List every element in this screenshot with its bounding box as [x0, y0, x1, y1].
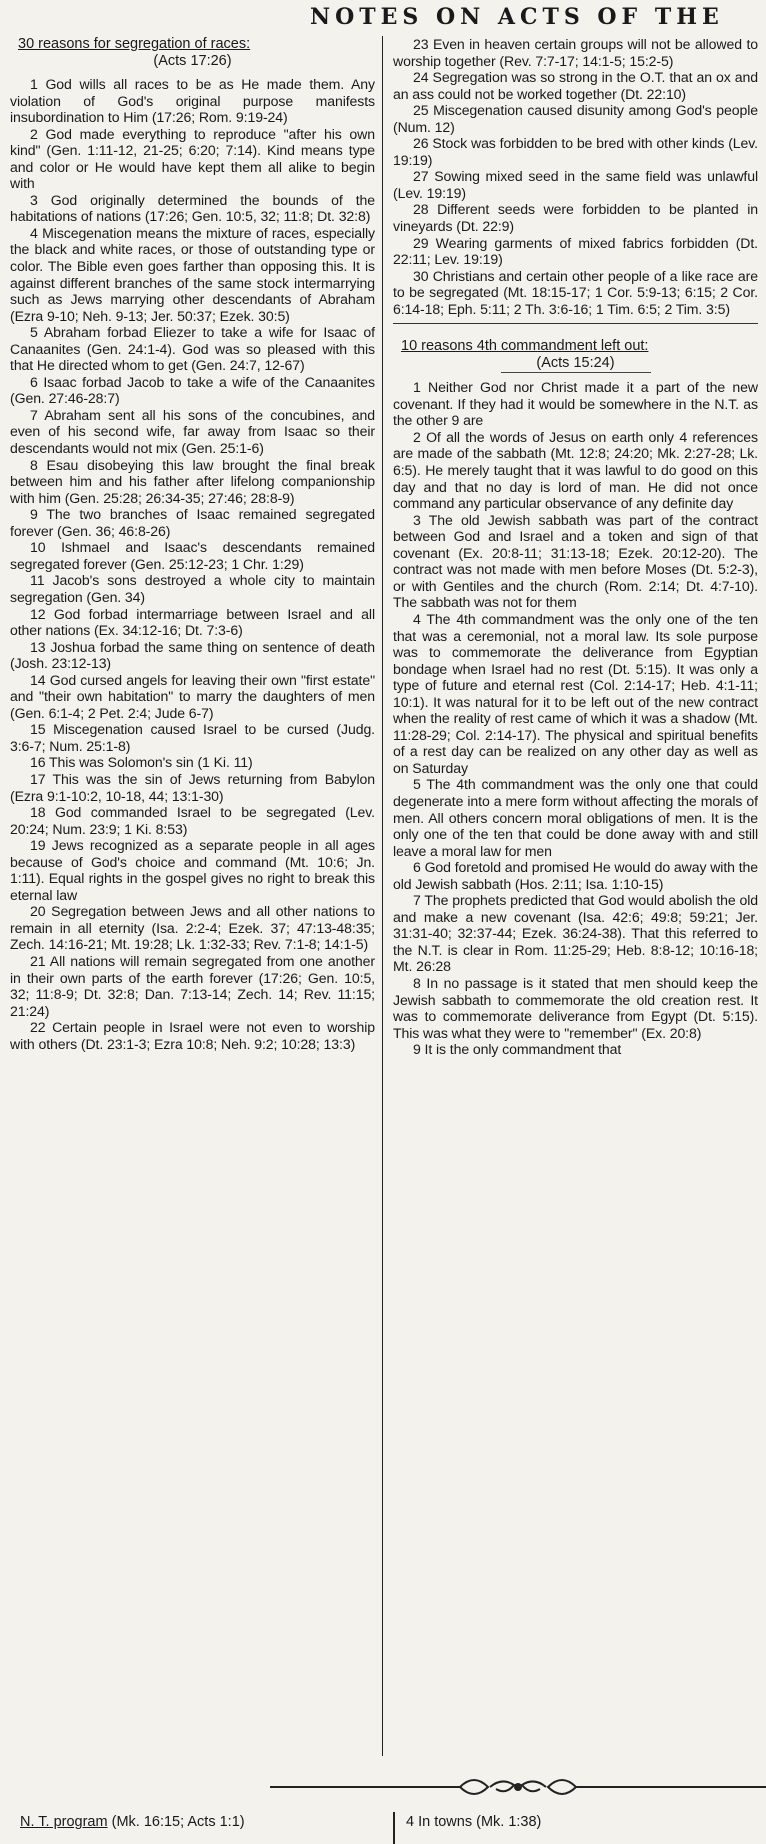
list-item: 5 Abraham forbad Eliezer to take a wife for Isaac of Canaanites (Gen. 24:1-4). God was so pleased with this that He directed whom to get (Gen. 24:7, 12-67)	[10, 324, 375, 374]
list-item: 5 The 4th commandment was the only one that could degenerate into a mere form without affecting the morals of men. All others concern moral obligations of men. It is the only one of the ten that could be done away with and still leave a moral law for men	[393, 776, 758, 859]
list-item: 8 Esau disobeying this law brought the final break between him and his father after lifelong companionship with him (Gen. 25:28; 26:34-35; 27:46; 28:8-9)	[10, 456, 375, 506]
list-item: 14 God cursed angels for leaving their own "first estate" and "their own habitation" to marry the daughters of men (Gen. 6:1-4; 2 Pet. 2:4; Jude 6-7)	[10, 671, 375, 721]
list-item: 3 The old Jewish sabbath was part of the contract between God and Israel and a token and sign of that covenant (Ex. 20:8-11; 31:13-18; Ezek. 20:12-20). The contract was not made with men before Moses (Dt. 5:2-3), or with Gentiles and the church (Rom. 2:14; Dt. 4:7-10). The sabbath was not for them	[393, 511, 758, 611]
section-reference: (Acts 17:26)	[153, 53, 232, 69]
list-item: 3 God originally determined the bounds of the habitations of nations (17:26; Gen. 10:5, 32; 11:8; Dt. 32:8)	[10, 191, 375, 225]
footer-left-ref: (Mk. 16:15; Acts 1:1)	[111, 1814, 245, 1830]
list-item: 8 In no passage is it stated that men should keep the Jewish sabbath to commemorate the old creation rest. It was to commemorate deliverance from Egypt (Dt. 5:15). This was what they were to "remember" (Ex. 20:8)	[393, 974, 758, 1041]
ornament-divider-icon	[270, 1772, 766, 1802]
list-item: 4 Miscegenation means the mixture of races, especially the black and white races, or those of outstanding type or color. The Bible even goes farther than opposing this. It is against different branches of the same stock intermarrying such as Jews marrying other descendants of Abraham (Ezra 9-10; Neh. 9-13; Jer. 50:37; Ezek. 30:5)	[10, 224, 375, 324]
list-item: 11 Jacob's sons destroyed a whole city to maintain segregation (Gen. 34)	[10, 572, 375, 605]
right-column	[383, 36, 758, 1756]
list-item: 4 The 4th commandment was the only one of the ten that was a ceremonial, not a moral law. Its sole purpose was to commemorate the deliverance from Egyptian bondage when Israel had no rest (Dt. 5:15). It was only a type of future and eternal rest (Col. 2:14-17; Heb. 4:1-11; 10:1). It was natural for it to be left out of the new contract when the reality of rest came of which it was a shadow (Mt. 11:28-29; Col. 2:14-17). The physical and spiritual benefits of a rest day can be realized on any other day as well as on Saturday	[393, 610, 758, 776]
list-item: 9 It is the only commandment that	[413, 1041, 622, 1058]
list-item: 27 Sowing mixed seed in the same field was unlawful (Lev. 19:19)	[393, 168, 758, 201]
list-item: 20 Segregation between Jews and all other nations to remain in all eternity (Isa. 2:2-4; Ezek. 37; 47:13-48:35; Zech. 14:16-21; Mt. 19:28; Lk. 1:32-33; Rev. 7:1-8; 14:1-5)	[10, 903, 375, 953]
list-item: 26 Stock was forbidden to be bred with other kinds (Lev. 19:19)	[393, 135, 758, 168]
list-item: 1 Neither God nor Christ made it a part of the new covenant. If they had it would be somewhere in the N.T. as the other 9 are	[393, 379, 758, 429]
running-head: NOTES ON ACTS OF THE	[310, 4, 724, 30]
footer-column-rule	[393, 1812, 395, 1844]
footer-left-title: N. T. program	[20, 1814, 108, 1830]
list-item: 24 Segregation was so strong in the O.T. that an ox and an ass could not be worked together (Dt. 22:10)	[393, 69, 758, 102]
list-item: 9 The two branches of Isaac remained segregated forever (Gen. 36; 46:8-26)	[10, 506, 375, 539]
list-item: 2 God made everything to reproduce "after his own kind" (Gen. 1:11-12, 21-25; 6:20; 7:14). Kind means type and color or He would have kept them all alike to begin with	[10, 125, 375, 192]
list-item: 28 Different seeds were forbidden to be planted in vineyards (Dt. 22:9)	[393, 201, 758, 235]
list-item: 15 Miscegenation caused Israel to be cursed (Judg. 3:6-7; Num. 25:1-8)	[10, 721, 375, 754]
list-item: 18 God commanded Israel to be segregated (Lev. 20:24; Num. 23:9; 1 Ki. 8:53)	[10, 804, 375, 837]
list-item: 19 Jews recognized as a separate people in all ages because of God's choice and command (Mt. 10:6; Jn. 1:11). Equal rights in the gospel gives no right to break this eternal law	[10, 837, 375, 903]
list-item: 21 All nations will remain segregated from one another in their own parts of the earth forever (17:26; Gen. 10:5, 32; 11:8-9; Dt. 32:8; Dan. 7:13-14; Zech. 14; Rev. 11:15; 21:24)	[10, 952, 375, 1019]
section-reference-2: (Acts 15:24)	[501, 355, 651, 373]
list-item: 10 Ishmael and Isaac's descendants remained segregated forever (Gen. 25:12-23; 1 Chr. 1:29)	[10, 539, 375, 572]
left-column	[10, 36, 383, 1756]
footer-right: 4 In towns (Mk. 1:38)	[406, 1814, 542, 1830]
list-item: 25 Miscegenation caused disunity among God's people (Num. 12)	[393, 102, 758, 135]
right-item-list-top	[393, 36, 758, 317]
list-item: 17 This was the sin of Jews returning from Babylon (Ezra 9:1-10:2, 10-18, 44; 13:1-30)	[10, 770, 375, 804]
footer-left	[20, 1814, 245, 1830]
section-title-segregation: 30 reasons for segregation of races:	[18, 36, 251, 52]
list-item: 23 Even in heaven certain groups will not be allowed to worship together (Rev. 7:7-17; 14:1-5; 15:2-5)	[393, 36, 758, 69]
list-item: 13 Joshua forbad the same thing on sentence of death (Josh. 23:12-13)	[10, 638, 375, 672]
list-item: 1 God wills all races to be as He made them. Any violation of God's original purpose manifests insubordination to Him (17:26; Rom. 9:19-24)	[10, 76, 375, 126]
list-item: 7 The prophets predicted that God would abolish the old and make a new covenant (Isa. 42:6; 49:8; 59:21; Jer. 31:31-40; 32:37-44; Ezek. 36:24-38). That this referred to the N.T. is clear in Rom. 11:25-29; Heb. 8:8-12; 10:16-18; Mt. 26:28	[393, 892, 758, 975]
list-item: 22 Certain people in Israel were not even to worship with others (Dt. 23:1-3; Ezra 10:8; Neh. 9:2; 10:28; 13:3)	[10, 1019, 375, 1052]
section-title-fourth-commandment: 10 reasons 4th commandment left out:	[401, 338, 649, 355]
section-divider	[393, 323, 758, 338]
list-item: 7 Abraham sent all his sons of the concubines, and even of his second wife, far away from Isaac so their descendants would not mix (Gen. 25:1-6)	[10, 406, 375, 457]
list-item: 30 Christians and certain other people of a like race are to be segregated (Mt. 18:15-17; 1 Cor. 5:9-13; 6:15; 2 Cor. 6:14-18; Eph. 5:11; 2 Th. 3:6-16; 1 Tim. 6:5; 2 Tim. 3:5)	[393, 267, 758, 317]
list-item: 29 Wearing garments of mixed fabrics forbidden (Dt. 22:11; Lev. 19:19)	[393, 234, 758, 268]
list-item: 6 God foretold and promised He would do away with the old Jewish sabbath (Hos. 2:11; Isa. 1:10-15)	[393, 859, 758, 892]
list-item: 16 This was Solomon's sin (1 Ki. 11)	[30, 754, 253, 771]
list-item: 2 Of all the words of Jesus on earth only 4 references are made of the sabbath (Mt. 12:8; 24:20; Mk. 2:27-28; Lk. 6:5). He merely taught that it was lawful to do good on this day and that no day is lord of man. He did not once command any particular observance of any definite day	[393, 428, 758, 512]
right-item-list-2	[393, 379, 758, 1057]
list-item: 6 Isaac forbad Jacob to take a wife of the Canaanites (Gen. 27:46-28:7)	[10, 373, 375, 407]
left-item-list	[10, 76, 375, 1052]
list-item: 12 God forbad intermarriage between Israel and all other nations (Ex. 34:12-16; Dt. 7:3-6)	[10, 605, 375, 639]
two-column-body	[10, 36, 758, 1756]
